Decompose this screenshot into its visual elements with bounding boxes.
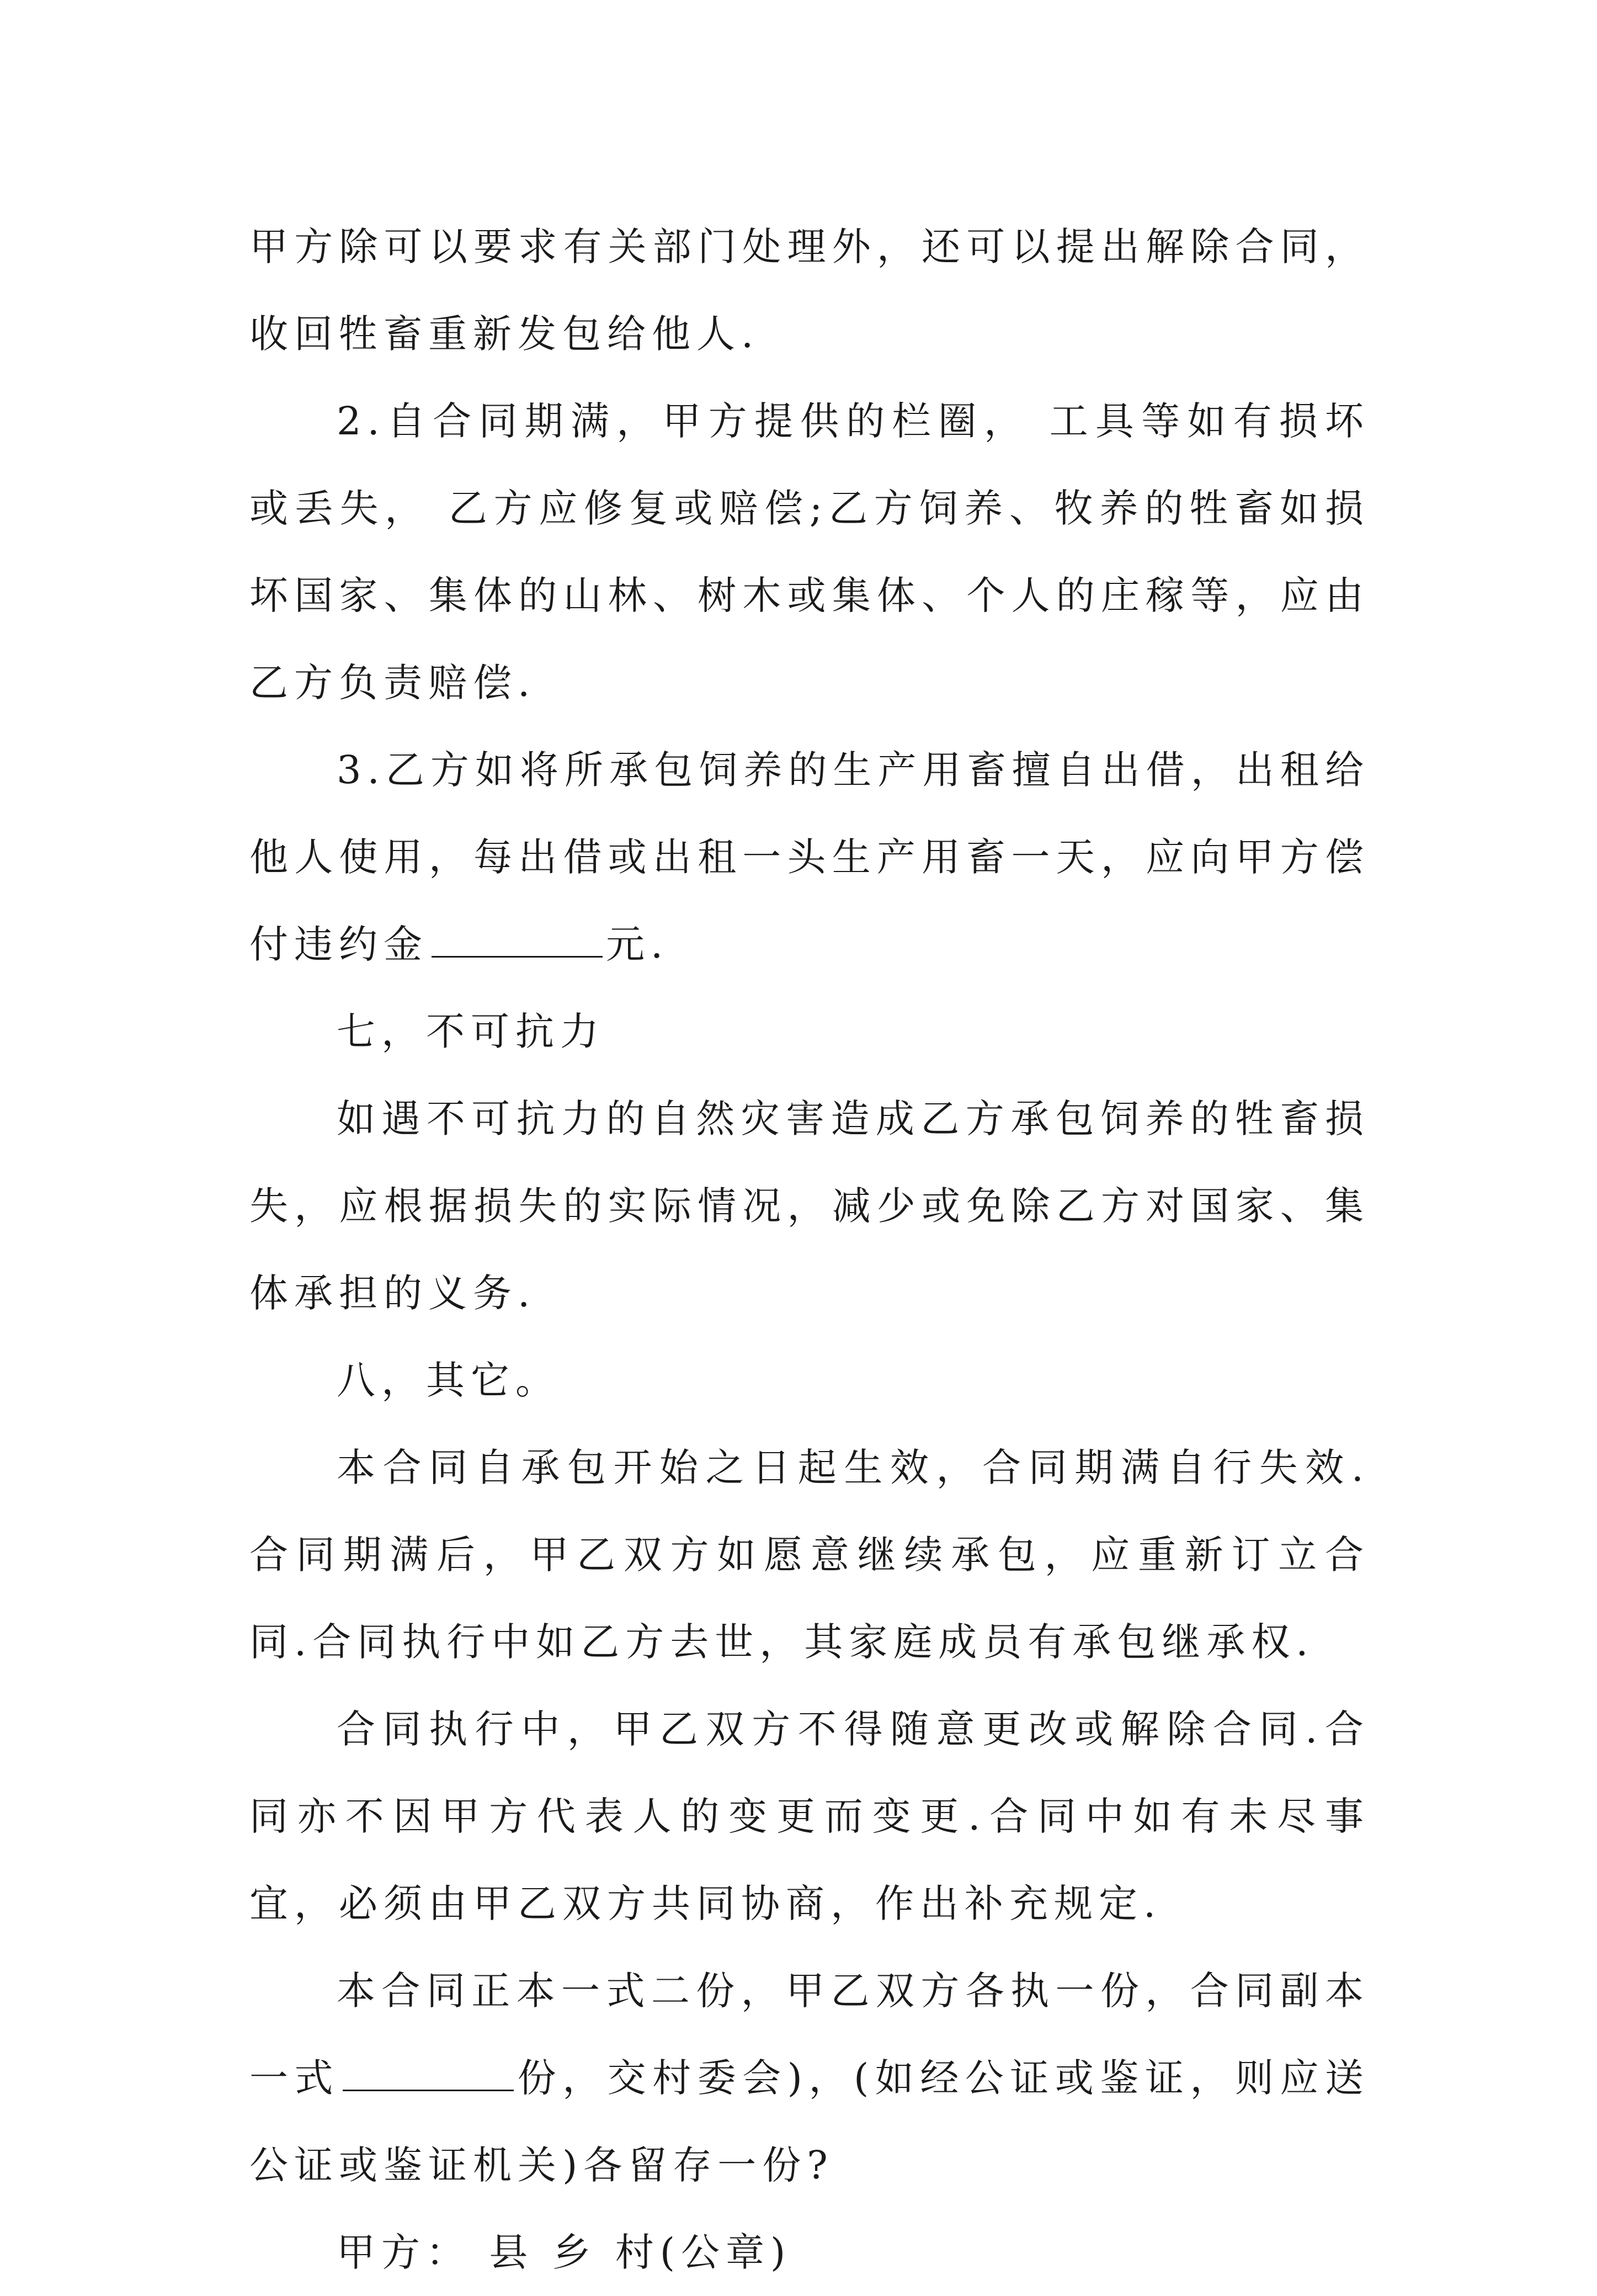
section-heading-force-majeure: 七，不可抗力: [337, 1009, 605, 1054]
copies-text-after: 份，交村委会)，(如经公证或鉴证，则应送公证或鉴证机关)各留存一份?: [249, 2055, 1370, 2188]
paragraph-force-majeure: 如遇不可抗力的自然灾害造成乙方承包饲养的牲畜损失，应根据损失的实际情况，减少或免除乙方对国家、集体承担的义务.: [249, 1096, 1370, 1316]
paragraph-compensation-clause: 2.自合同期满，甲方提供的栏圈， 工具等如有损坏或丢失， 乙方应修复或赔偿;乙方饲养、牧养的牲畜如损坏国家、集体的山林、树木或集体、个人的庄稼等，应由乙方负责赔偿.: [249, 398, 1370, 705]
penalty-text-before: 3.乙方如将所承包饲养的生产用畜擅自出借，出租给他人使用，每出借或出租一头生产用畜一天，应向甲方偿付违约金: [249, 747, 1370, 967]
paragraph-penalty-clause: [249, 726, 1370, 988]
signature-line-party-a: 甲方： 县 乡 村(公章): [337, 2230, 792, 2275]
penalty-text-after: 元.: [606, 922, 669, 967]
copies-count-blank: [343, 2058, 514, 2091]
paragraph-copies: [249, 1947, 1370, 2209]
paragraph-effective-term: 本合同自承包开始之日起生效，合同期满自行失效.合同期满后，甲乙双方如愿意继续承包，应重新订立合同.合同执行中如乙方去世，其家庭成员有承包继承权.: [249, 1445, 1370, 1665]
penalty-amount-blank: [432, 924, 603, 958]
paragraph-termination-clause: 甲方除可以要求有关部门处理外，还可以提出解除合同，收回牲畜重新发包给他人.: [249, 224, 1370, 357]
copies-text-before: 本合同正本一式二份，甲乙双方各执一份，合同副本一式: [249, 1968, 1370, 2101]
contract-body: [249, 203, 1370, 2296]
section-heading-other: 八，其它。: [337, 1358, 560, 1403]
paragraph-amendment: 合同执行中，甲乙双方不得随意更改或解除合同.合同亦不因甲方代表人的变更而变更.合同中如有未尽事宜，必须由甲乙双方共同协商，作出补充规定.: [249, 1707, 1370, 1926]
